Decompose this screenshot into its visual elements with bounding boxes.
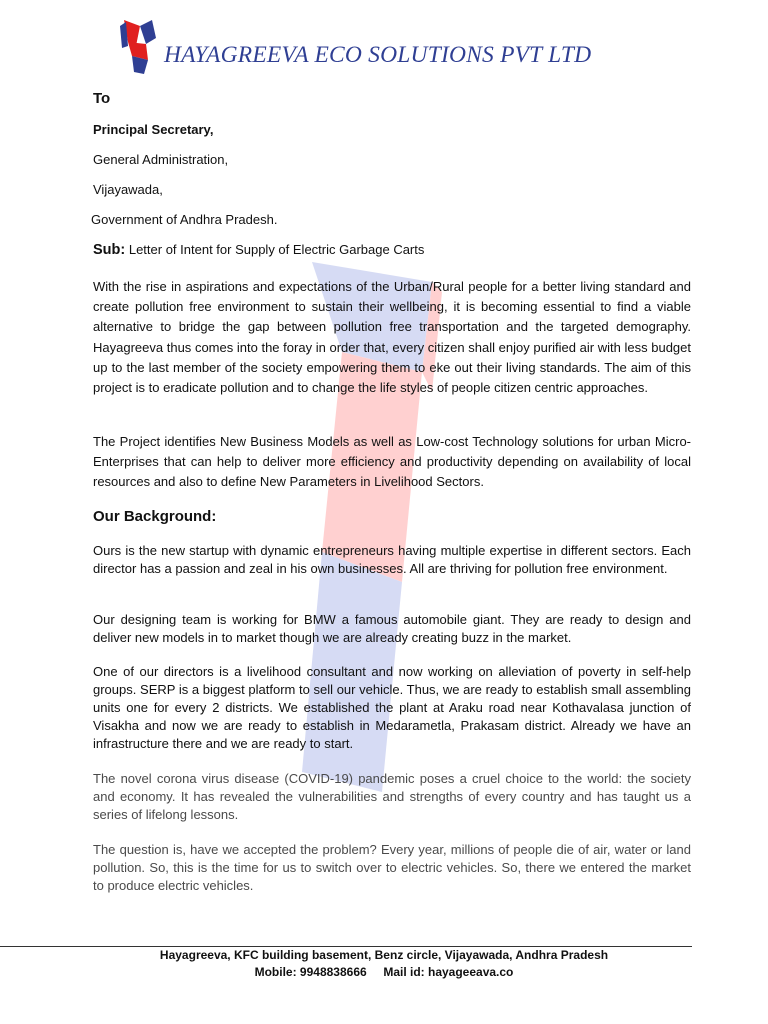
background-paragraph-4: The novel corona virus disease (COVID-19) pandemic poses a cruel choice to the world: the society and economy. It has revealed the vulnerabilities and strengths of every country and has taught us a series of lifelong lessons. (93, 771, 691, 822)
recipient-line-1: Principal Secretary, (93, 122, 214, 137)
recipient-line-4: Government of Andhra Pradesh. (91, 212, 278, 227)
footer-address: Hayagreeva, KFC building basement, Benz circle, Vijayawada, Andhra Pradesh (159, 948, 609, 962)
background-heading: Our Background: (93, 508, 217, 525)
background-paragraph-3: One of our directors is a livelihood consultant and now working on alleviation of poverty in self-help groups. SERP is a biggest platform to sell our vehicle. Thus, we are ready to establish small assembling units one for every 2 districts. We established the plant at Araku road near Kothavalasa junction of Visakha and now we are ready to establish in Medarametla, Prakasam district. Already we have an infrastructure there and we are ready to start. (93, 664, 691, 751)
company-name: HAYAGREEVA ECO SOLUTIONS PVT LTD (164, 42, 592, 68)
letterhead (118, 16, 638, 82)
footer-contact: Mobile: 9948838666 Mail id: hayageeava.co (254, 965, 514, 979)
background-paragraph-5: The question is, have we accepted the problem? Every year, millions of people die of air, water or land pollution. So, this is the time for us to switch over to electric vehicles. So, there we entered the market to produce electric vehicles. (93, 842, 691, 893)
subject-line (93, 242, 424, 258)
recipient-line-2: General Administration, (93, 152, 229, 167)
hayagreeva-logo-icon (118, 16, 158, 76)
footer-divider (0, 946, 692, 947)
intro-paragraph: With the rise in aspirations and expectations of the Urban/Rural people for a better living standard and create pollution free environment to sustain their wellbeing, it is becoming essential to find a viable alternative to bridge the gap between pollution free transportation and the targeted demography. Hayagreeva thus comes into the foray in order that, every citizen shall enjoy purified air with less budget up to the last member of the society empowering them to eke out their living standards. The aim of this project is to eradicate pollution and to change the life styles of people citizen centric approaches. (93, 279, 691, 396)
background-paragraph-2: Our designing team is working for BMW a famous automobile giant. They are ready to design and deliver new models in to market though we are already creating buzz in the market. (93, 612, 691, 645)
recipient-line-3: Vijayawada, (93, 182, 163, 197)
background-paragraph-1: Ours is the new startup with dynamic entrepreneurs having multiple expertise in different sectors. Each director has a passion and zeal in his own businesses. All are thriving for pollution free environment. (93, 543, 691, 576)
subject-text: Letter of Intent for Supply of Electric Garbage Carts (128, 242, 425, 257)
to-label: To (93, 90, 111, 107)
project-paragraph: The Project identifies New Business Models as well as Low-cost Technology solutions for urban Micro-Enterprises that can help to deliver more efficiency and productivity depending on availability of local resources and also to define New Parameters in Livelihood Sectors. (93, 434, 691, 490)
subject-label: Sub: (93, 242, 126, 258)
